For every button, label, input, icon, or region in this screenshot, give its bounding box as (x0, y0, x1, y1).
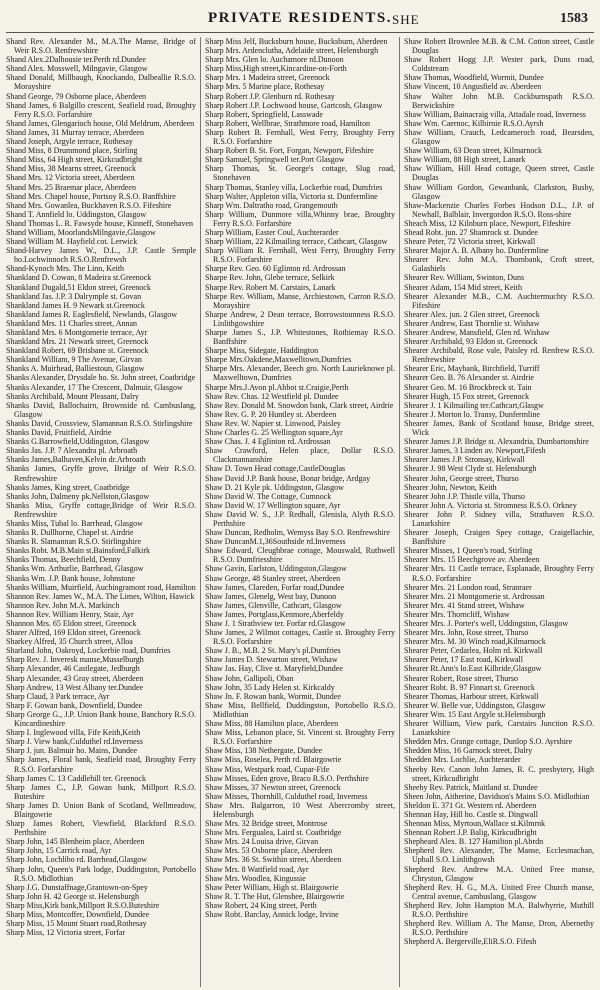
resident-entry: Shearer Mrs. 11 Castle terrace, Esplanade, Broughty Ferry R.S.O. Forfarshire (404, 564, 594, 583)
resident-entry: Shanks Alexander, 17 The Crescent, Dalmuir, Glasgow (6, 382, 183, 392)
resident-entry: Shaw James, 2 Wilmot cottages, Castle st. Broughty Ferry R.S.O. Forfarshire (205, 628, 395, 647)
resident-entry: Shedden Mrs. Grange cottage, Dunlop S.O. Ayrshire (404, 737, 573, 747)
resident-entry: Shearer Misses, 1 Queen's road, Stirling (404, 546, 533, 556)
resident-entry: Shankland William, 9 The Avenue, Girvan (6, 355, 142, 365)
resident-entry: Shand James, Glengarioch house, Old Meldrum, Aberdeen (6, 118, 195, 128)
resident-entry: Shearer Mrs. 15 Beechgrove av. Aberdeen (404, 555, 540, 565)
resident-entry: Shearer Alex. jun. 2 Glen street, Greenock (404, 309, 540, 319)
resident-entry: Shanks Jas. J.P. 7 Alexandra pl. Arbroath (6, 446, 138, 456)
resident-entry: Sharp John, 15 Carrick road, Ayr (6, 846, 112, 856)
resident-entry: Shearer Eric, Maybank, Birchfield, Turriff (404, 364, 540, 374)
resident-entry: Sharp Miss, 12 Victoria street, Forfar (6, 928, 126, 938)
resident-entry: Shanks James,Balhaven,Kelvin dr.Arbroath (6, 455, 146, 465)
resident-entry: Shand Miss, 64 High street, Kirkcudbright (6, 155, 143, 165)
resident-entry: Shanks R. Slamannan R.S.O. Stirlingshire (6, 537, 142, 547)
resident-entry: Sharp Robert J.P. Lochwood house, Gartcosh, Glasgow (205, 100, 383, 110)
resident-entry: Shepherd Rev. H. G., M.A. United Free Church manse, Central avenue, Cambuslang, Glasgow (404, 882, 594, 901)
resident-entry: Shearer Wm. 15 East Argyle st.Helensburgh (404, 709, 546, 719)
resident-entry: Shankland James H. 9 Newark st.Greenock (6, 300, 145, 310)
resident-entry: Shaw Robt. Barclay, Annick lodge, Irvine (205, 910, 339, 919)
resident-entry: Shand T. Annfield lo. Uddingston, Glasgow (6, 209, 147, 219)
resident-entry: Sharp James, Floral bank, Seafield road, Broughty Ferry R.S.O. Forfarshire (6, 755, 196, 774)
resident-entry: Sharp Robert, Wellbrae, Strathmore road, Hamilton (205, 118, 370, 128)
resident-entry: Sharp James C. 13 Caddlehill ter. Greenock (6, 773, 146, 783)
resident-entry: Sharp J. jun. Balmuir ho. Mains, Dundee (6, 746, 138, 756)
resident-entry: Sharp J.G. Dunstaffnage,Grantown-on-Spey (6, 882, 148, 892)
resident-entry: Sharp William, Easter Coul, Auchterarder (205, 227, 339, 237)
resident-entry: Shaw David W. 17 Wellington square, Ayr (205, 500, 341, 510)
resident-entry: Shearer Geo. B. 76 Alexander st. Airdrie (404, 373, 534, 383)
resident-entry: Shaw James, Clareden, Forfar road,Dundee (205, 582, 345, 592)
resident-entry: Shennan Miss, Myrtoun,Wallace st.Kilmrnk (404, 819, 546, 829)
resident-entry: Shearer Mrs. 41 Stand street, Wishaw (404, 600, 525, 610)
resident-entry: Shaw David J.P. Bank house, Bonar bridge, Ardgay (205, 473, 371, 483)
resident-entry: Shaw-Mackenzie Charles Forbes Hodson D.L., J.P. of Newhall, Balblair, Invergordon R.S.O. Ross-shire (404, 200, 594, 219)
resident-entry: Shaw James, Glenville, Cathcart, Glasgow (205, 600, 342, 610)
resident-entry: Sharpe Mrs.Oakdene,Maxwelltown,Dumfries (205, 355, 352, 365)
resident-entry: Shaw James D. Stewarton street, Wishaw (205, 655, 338, 665)
resident-entry: Shaw Miss, Roselea, Perth rd. Blairgowrie (205, 755, 342, 765)
resident-entry: Shaw Gavin, Earlston, Uddingston,Glasgow (205, 564, 347, 574)
resident-entry: Shand Donald, Millbaugh, Knockando, Dalbeallie R.S.O. Morayshire (6, 73, 196, 92)
resident-entry: Shand William M. Hayfield cot. Lerwick (6, 237, 138, 247)
resident-entry: Shearer Archibald, 93 Eldon st. Greenock (404, 337, 538, 347)
resident-entry: Shannon Mrs. 65 Eldon street, Greenock (6, 619, 137, 628)
resident-entry: Shaw Misses, Thornhill, Culduthel road, Inverness (205, 791, 368, 801)
resident-entry: Shaw Wm. Caernoc, Kilbirnie R.S.O.Ayrsh (404, 118, 544, 128)
resident-entry: Shearer Rt.Ann's lo.East Kilbride,Glasgow (404, 664, 542, 674)
resident-entry: Shearer Rev. John M.A. Thornbank, Croft street, Galashiels (404, 255, 594, 274)
resident-entry: Shanks David, Ballochairn, Brownside rd. Cambuslang, Glasgow (6, 400, 196, 419)
resident-entry: Shaw James, Portglass,Kenmore,Aberfeldy (205, 609, 344, 619)
resident-entry: Sharp Thomas, Stanley villa, Lockerbie road, Dumfries (205, 182, 383, 192)
resident-entry: Shearer John A. Victoria st. Stromness R.S.O. Orkney (404, 500, 577, 510)
resident-entry: Sheeby Rev. Canon John James, R. C. presbytery, High street, Kirkcudbright (404, 764, 594, 783)
resident-entry: Shearer Robt. B. 97 Finnart st. Greenock (404, 682, 535, 692)
resident-entry: Shand James, 6 Balgillo crescent, Seafield road, Broughty Ferry R.S.O. Forfarshire (6, 100, 196, 119)
resident-entry: Shand Mrs. 12 Victoria street, Aberdeen (6, 173, 135, 183)
resident-entry: Shaw Robert Hogg J.P. Wester park, Duns road, Coldstream (404, 55, 594, 74)
resident-entry: Shearer Peter, 17 East road, Kirkwall (404, 655, 523, 665)
resident-entry: Shaw Robert Brownlee M.B. & C.M. Cotton street, Castle Douglas (404, 37, 594, 56)
resident-entry: Shaw Jn. F. Rowan bank, Wormit, Dundee (205, 691, 341, 701)
page-header (6, 6, 594, 33)
resident-entry: Shearer Rev. William, Swinton, Duns (404, 273, 525, 283)
resident-entry: Sharpe Andrew, 2 Dean terrace, Borrowstounness R.S.O. Linlithgowshire (205, 309, 395, 328)
resident-entry: Shedden Miss, 16 Garnock street, Dalry (404, 746, 533, 756)
resident-entry: Shanks William, Muirfield, Auchingramont road, Hamilton (6, 582, 196, 592)
column-divider (399, 37, 400, 987)
resident-entry: Shearer Archibald, Rose vale, Paisley rd. Renfrew R.S.O. Renfrewshire (404, 346, 594, 365)
resident-entry: Sharp Robert J.P. Glenburn rd. Rothesay (205, 91, 335, 101)
resident-entry: Shanks Archibald, Mount Pleasant, Dalry (6, 391, 139, 401)
resident-entry: Shaw Walter John M.B. Cockburnspath R.S.O. Berwickshire (404, 91, 594, 110)
resident-entry: Shearer Joseph, Craigen Spey cottage, Craigellachie, Banffshire (404, 528, 594, 547)
resident-entry: Sharp Miss Jelf, Bucksburn house, Bucksburn, Aberdeen (205, 37, 388, 46)
resident-entry: Shaw Mrs. Fergualea, Laird st. Coatbridge (205, 828, 342, 838)
resident-entry: Sharp Wm. Daltratho road, Grangemouth (205, 200, 338, 210)
resident-entry: Shaw David W. S., J.P. Redhall, Glenisla, Alyth R.S.O. Perthshire (205, 509, 395, 528)
resident-entry: Shearer James J.P. Stronsay, Kirkwall (404, 455, 525, 465)
resident-entry: Shaw Duncan, Redholm, Wemyss Bay S.O. Renfrewshire (205, 528, 390, 538)
resident-entry: Shearer Thomas, Harbour street, Kirkwall (404, 691, 539, 701)
resident-entry: Shaw J. B., M.B. 2 St. Mary's pl.Dumfries (205, 646, 341, 656)
resident-entry: Shand Thomas L. R. Fawsyde house, Kinneff, Stonehaven (6, 218, 194, 228)
resident-entry: Sharp Miss,High street,Kincardine-on-Forth (205, 64, 347, 74)
resident-entry: Sharkey Alfred, 35 Church street, Alloa (6, 637, 133, 647)
resident-entry: Shaw William Gordon, Gewanbank, Clarkston, Busby, Glasgow (404, 182, 594, 201)
resident-entry: Shannon Rev. James W., M.A. The Limes, Wilton, Hawick (6, 591, 195, 601)
resident-entry: Shaw Misses, 37 Newton street, Greenock (205, 782, 341, 792)
resident-entry: Shand Mrs. Chapel house, Portsoy R.S.O. Banffshire (6, 191, 176, 201)
resident-entry: Shanks James, Gryffe grove, Bridge of Weir R.S.O. Renfrewshire (6, 464, 196, 483)
page-number: 1583 (560, 11, 588, 26)
directory-columns (6, 37, 594, 987)
resident-entry: Shaw Charles G. 25 Wellington square,Ayr (205, 428, 343, 438)
resident-entry: Shaw Mrs. 32 Bridge street, Montrose (205, 819, 328, 829)
resident-entry: Shaw John, Gallipoli, Oban (205, 673, 294, 683)
resident-entry: Sharp John, Lochlibo rd. Barrhead,Glasgow (6, 855, 148, 865)
resident-entry: Sharp Robert B. St. Fort, Forgan, Newport, Fifeshire (205, 146, 374, 156)
directory-column-2 (205, 37, 395, 987)
resident-entry: Sharp James C., J.P. Gowan bank, Millport R.S.O. Buteshire (6, 782, 196, 801)
resident-entry: Shaw Mrs. Balgarron, 10 West Abercromby street, Helensburgh (205, 800, 395, 819)
resident-entry: Shearer Major A. B. Albany ho. Dunfermline (404, 246, 549, 256)
resident-entry: Shaw James, Glenelg, West bay, Dunoon (205, 591, 337, 601)
resident-entry: Sharpe Miss, Sidegate, Haddington (205, 346, 319, 356)
resident-entry: Shaw William, Hill Head cottage, Queen street, Castle Douglas (404, 164, 594, 183)
resident-entry: Shaw Miss, 138 Nethergate, Dundee (205, 746, 323, 756)
resident-entry: Shand Miss, 8 Drummond place, Stirling (6, 146, 138, 156)
resident-entry: Shearer William, View park, Carstairs Junction R.S.O. Lanarkshire (404, 719, 594, 738)
resident-entry: Shankland Jas. J.P. 3 Dalrymple st. Govan (6, 291, 142, 301)
resident-entry: Sharp James Robert, Viewfield, Blackford R.S.O. Perthshire (6, 819, 196, 838)
resident-entry: Shanks G.Barrowfield,Uddingston, Glasgow (6, 437, 150, 447)
resident-entry: Shaw D. Town Head cottage,CastleDouglas (205, 464, 346, 474)
resident-entry: Shearer John P. Sidney villa, Strathaven R.S.O. Lanarkshire (404, 509, 594, 528)
resident-entry: Sharpe James S., J.P. Whitestones, Rothiemay R.S.O. Banffshire (205, 328, 395, 347)
resident-entry: Sharp Miss, 15 Mount Stuart road,Rothesay (6, 919, 147, 929)
resident-entry: Shearer J. 1 Kilmailing ter.Cathcart,Glasgw (404, 400, 544, 410)
resident-entry: Shennan Hay, Hill ho. Castle st. Dingwall (404, 809, 538, 819)
resident-entry: Shearer Andrew, Mansfield, Glen rd. Wishaw (404, 328, 550, 337)
resident-entry: Shanks R. Dullhorne, Chapel st. Airdrie (6, 528, 134, 538)
column-divider (200, 37, 201, 987)
resident-entry: Shearer Mrs. Thorncliff, Wishaw (404, 609, 510, 619)
resident-entry: Shand George, 79 Osborne place, Aberdeen (6, 91, 147, 101)
resident-entry: Sharpe Mrs.J.Avon pl.Abbot st.Craigie,Perth (205, 382, 349, 392)
resident-entry: Shaw William, 63 Dean street, Kilmarnock (404, 146, 542, 156)
resident-entry: Shanks A. Muirhead, Balliestoun, Glasgow (6, 364, 145, 374)
resident-entry: Shaw George, 48 Stanley street, Aberdeen (205, 573, 341, 583)
resident-entry: Sharp James D. Union Bank of Scotland, Wellmeadow, Blairgowrie (6, 800, 196, 819)
resident-entry: Shearer John J.P. Thistle villa, Thurso (404, 491, 526, 501)
resident-entry: Shanks Robt. M.B.Main st.Bainsford,Falkirk (6, 546, 151, 556)
resident-entry: Sharp Andrew, 13 West Albany ter.Dundee (6, 682, 144, 692)
resident-entry: Shankland James R. Eaglesfield, Newlands, Glasgow (6, 309, 178, 319)
resident-entry: Sharpe Rev. Robert M. Carstairs, Lanark (205, 282, 336, 292)
resident-entry: Shaw Mrs. Woodlea, Kingussie (205, 873, 306, 883)
resident-entry: Sharp Rev. J. Inveresk manse,Musselburgh (6, 655, 144, 665)
resident-entry: Sharland John, Oakroyd, Lockerbie road, Dumfries (6, 646, 171, 656)
resident-entry: Shearer J. Morton lo. Transy, Dunfermline (404, 409, 540, 419)
resident-entry: Sharp Miss,Kirk bank,Millport R.S.O.Buteshire (6, 900, 160, 910)
resident-entry: Shearer Adam, 154 Mid street, Keith (404, 282, 522, 292)
resident-entry: Shaw DuncanM.1,36Southside rd.Inverness (205, 537, 346, 547)
resident-entry: Shaw Miss, Bellfield, Duddingston, Portobello R.S.O. Midlothian (205, 700, 395, 719)
resident-entry: Shaw William, Bainacraig villa, Attadale road, Inverness (404, 109, 586, 119)
resident-entry: Shearer Hugh, 15 Fox street, Greenock (404, 391, 530, 401)
resident-entry: Sharp Mrs. Glen lo. Auchamore rd.Dunoon (205, 55, 344, 65)
resident-entry: Sharp Mrs. 5 Marine place, Rothesay (205, 82, 325, 92)
resident-entry: Shearer James J.P. Bridge st. Alexandria, Dumbartonshire (404, 437, 589, 447)
resident-entry: Shankland Robert, 69 Brisbane st. Greenock (6, 346, 149, 356)
resident-entry: Shaw Miss, 88 Hamilton place, Aberdeen (205, 719, 339, 729)
resident-entry: Shearer Andrew, East Thornlie st. Wishaw (404, 318, 540, 328)
resident-entry: Sharp I. Inglewood villa, Fife Keith,Keith (6, 728, 141, 738)
page-title: PRIVATE RESIDENTS. (208, 10, 392, 26)
resident-entry: Shaw Miss, Lebanon place, St. Vincent st. Broughty Ferry R.S.O. Forfarshire (205, 728, 395, 747)
resident-entry: Shand Rev. Alexander M., M.A.The Manse, Bridge of Weir R.S.O. Renfrewshire (6, 37, 196, 56)
resident-entry: Sharp George G., J.P. Union Bank house, Banchory R.S.O. Kincardineshire (6, 709, 196, 729)
resident-entry: Shaw William, 88 High street, Lanark (404, 155, 526, 165)
resident-entry: Shaw Rev. Donald M. Snowdon bank, Clark street, Airdrie (205, 400, 394, 410)
resident-entry: Shaw Chas. J. 4 Eglinton rd. Ardrossan (205, 437, 331, 447)
resident-entry: Sharp Miss, Montcoffer, Downfield, Dundee (6, 910, 150, 919)
resident-entry: Sharp Alexander, 43 Gray street, Aberdeen (6, 673, 144, 683)
resident-entry: Shaw D. 21 Kyle pk. Uddingston, Glasgow (205, 482, 344, 492)
resident-entry: Shaw Miss, Westpark road, Cupar-Fife (205, 764, 330, 774)
resident-entry: Shaw R. T. The Hut, Glenshee, Blairgowrie (205, 891, 345, 901)
resident-entry: Shanks Miss, Gryffe cottage,Bridge of Weir R.S.O. Renfrewshire (6, 500, 196, 519)
resident-entry: Shannon Rev. John M.A. Markinch (6, 600, 120, 610)
resident-entry: Sharp Mrs. 1 Madeira street, Greenock (205, 73, 330, 83)
resident-entry: Shaw Misses, Eden grove, Braco R.S.O. Perthshire (205, 773, 369, 783)
resident-entry: Shand Alex. Mosswell, Milngavie, Glasgow (6, 64, 148, 74)
resident-entry: Shearer John, Newton, Keith (404, 482, 497, 492)
resident-entry: Shedden Mrs. Lochlie, Auchterarder (404, 755, 521, 765)
resident-entry: Shepheard Alex. B. 127 Hamilton pl.Abrdn (404, 837, 544, 847)
resident-entry: Sharp Alexander, 46 Castlegate, Jedburgh (6, 664, 140, 674)
resident-entry: Sharpe Rev. William, Manse, Archiestown, Carron R.S.O. Morayshire (205, 291, 395, 310)
resident-entry: Sheehy Rev. Patrick, Maitland st. Dundee (404, 782, 538, 792)
resident-entry: Shearer James, 3 Linden av. Newport,Fifesh (404, 446, 546, 456)
resident-entry: Shankland D. Cowan, 8 Madeira st.Greenock (6, 273, 152, 283)
resident-entry: Sharp Walter, Appleton villa, Victoria st. Dunfermline (205, 191, 378, 201)
resident-entry: Shearer Mrs. 21 London road, Stranraer (404, 582, 532, 592)
resident-entry: Sharp Mrs. Ardenclutha, Adelaide street, Helensburgh (205, 46, 379, 56)
resident-entry: Shanks David, Fruitfield, Airdrie (6, 428, 112, 438)
resident-entry: Sharp John, 145 Blenheim place, Aberdeen (6, 837, 145, 847)
resident-entry: Shanks Wm. J.P. Bank house, Johnstone (6, 573, 135, 583)
resident-entry: Sharp J. View bank,Culduthel rd.Inverness (6, 737, 143, 747)
resident-entry: Shaw J. 1 Strathview ter. Forfar rd.Glasgow (205, 619, 346, 628)
resident-entry: Shearer John, George street, Thurso (404, 473, 519, 483)
resident-entry: Sharp F. Gowan bank, Downfield, Dundee (6, 700, 143, 710)
resident-entry: Shaw Mrs. 8 Wattfield road, Ayr (205, 864, 309, 874)
resident-entry: Sharp Robert B. Fernhall, West Ferry, Broughty Ferry R.S.O. Forfarshire (205, 127, 395, 147)
resident-entry: Sharpe Rev. Geo. 60 Eglinton rd. Ardrossan (205, 264, 346, 274)
resident-entry: Shanks James, King street, Coatbridge (6, 482, 130, 492)
resident-entry: Shearer James, Bank of Scotland house, Bridge street, Wick (404, 418, 594, 438)
resident-entry: Shanks John, Dalmeny pk.Nellston,Glasgow (6, 491, 150, 501)
resident-entry: Sheare Peter, 72 Victoria street, Kirkwall (404, 237, 536, 247)
resident-entry: Shearer Geo. M. 16 Brockbreck st. Tain (404, 382, 532, 392)
resident-entry: Shaw Vincent, 10 Angusfield av. Aberdeen (404, 82, 542, 92)
resident-entry: Shaw Peter William, High st. Blairgowrie (205, 882, 339, 892)
resident-entry: Shaw Thomas, Woodfield, Wormit, Dundee (404, 73, 544, 83)
resident-entry: Sharp Samuel, Springwell ter.Port Glasgow (205, 155, 345, 165)
resident-entry: Shaw Mrs. 53 Osborne place, Aberdeen (205, 846, 333, 856)
resident-entry: Shanks Thomas, Beechfield, Denny (6, 555, 121, 565)
resident-entry: Sharp Robert, Springfield, Lasswade (205, 109, 323, 119)
resident-entry: Sharp William, 22 Kilmailing terrace, Cathcart, Glasgow (205, 237, 388, 247)
resident-entry: Shaw Mrs. 24 Louisa drive, Girvan (205, 837, 319, 847)
resident-entry: Shand James, 31 Murray terrace, Aberdeen (6, 127, 144, 137)
resident-entry: Sheen John, Aitherine, Davidson's Mains S.O. Midlothian (404, 791, 590, 801)
resident-entry: Shepherd Rev. William A. The Manse, Dron, Abernethy R.S.O. Perthshire (404, 919, 594, 938)
resident-entry: Shand Miss, 38 Mearns street, Greenock (6, 164, 136, 174)
resident-entry: Shearer Alexander M.B., C.M. Auchtermuchty R.S.O. Fifeshire (404, 291, 594, 310)
resident-entry: Shepherd Rev. Andrew M.A. United Free manse, Chryston, Glasgow (404, 864, 594, 883)
resident-entry: Shaw Rev. W. Napier st. Linwood, Paisley (205, 418, 341, 428)
resident-entry: Shand-Harvey James W., D.L., J.P. Castle Semple ho.Lochwinnoch R.S.O.Renfrewsh (6, 246, 196, 265)
resident-entry: Shankland Mrs. 21 Newark street, Greenock (6, 337, 149, 347)
resident-entry: Shanks Alexander, Drysdale ho. St. John street, Coatbridge (6, 373, 196, 383)
resident-entry: Shearer Mrs. J. Porter's well, Uddingston, Glasgow (404, 619, 569, 628)
resident-entry: Sharpe Mrs. Alexander, Beech gro. North Laurieknowe pl. Maxwelltown, Dumfries (205, 364, 395, 383)
resident-entry: Shaw John, 35 Lady Helen st. Kirkcaldy (205, 682, 335, 692)
resident-entry: Shand Mrs. Gowanlea, Buckhaven R.S.O. Fifeshire (6, 200, 172, 210)
resident-entry: Shand-Kynoch Mrs. The Linn, Keith (6, 264, 125, 274)
resident-entry: Shepherd Rev. John Hampton M.A. Balwhyrrie, Muthill R.S.O. Perthshire (404, 900, 594, 919)
resident-entry: Shankland Mrs. 6 Montgomerie terrace, Ayr (6, 328, 148, 337)
resident-entry: Shearer Mrs. 21 Montgomerie st. Ardrossan (404, 591, 545, 601)
resident-entry: Shanks Miss, Tubal lo. Barrhead, Glasgow (6, 518, 143, 528)
resident-entry: Shead Robt. jun. 27 Shamrock st. Dundee (404, 227, 538, 237)
resident-entry: Shaw Robert, 24 King street, Perth (205, 900, 317, 910)
resident-entry: Shaw Jas. Hay, Clive st. Maryfield,Dundee (205, 664, 343, 674)
resident-entry: Shearer W. Belle vue, Uddingston, Glasgow (404, 700, 546, 710)
resident-entry: Sharp William R. Fernhall, West Ferry, Broughty Ferry R.S.O. Forfarshire (205, 246, 395, 265)
resident-entry: Shearer Robert, Rose street, Thurso (404, 673, 519, 683)
directory-column-1 (6, 37, 196, 987)
resident-entry: Shand Mrs. 25 Braemar place, Aberdeen (6, 182, 136, 192)
resident-entry: Shepherd A. Bergerville,EliR.S.O. Fifesh (404, 937, 537, 947)
resident-entry: Sharp Thomas, St. George's cottage, Slug road, Stonehaven (205, 164, 395, 183)
resident-entry: Shankland Mrs. 11 Charles street, Annan (6, 318, 138, 328)
resident-entry: Sharp John, Queen's Park lodge, Duddingston, Portobello R.S.O. Midlothian (6, 864, 196, 883)
resident-entry: Shaw Edward, Cleughbrae cottage, Mouswald, Ruthwell R.S.O. Dumfriesshire (205, 546, 395, 565)
resident-entry: Sharp William, Dunmore villa,Whinny brae, Broughty Ferry R.S.O. Forfarshire (205, 209, 395, 228)
resident-entry: Shearer Peter, Cedarlea, Holm rd. Kirkwall (404, 646, 543, 656)
resident-entry: Shaw Rev. G. P. 20 Huntley st. Aberdeen (205, 409, 337, 419)
resident-entry: Sheldon E. 371 Gt. Western rd. Aberdeen (404, 800, 537, 810)
resident-entry: Sharpe Rev. John, Glebe terrace, Selkirk (205, 273, 335, 283)
resident-entry: Shearer J. 98 West Clyde st. Helensburgh (404, 464, 537, 474)
resident-entry: Shaw William, Crauch, Ledcameroch road, Bearsden, Glasgow (404, 127, 594, 147)
resident-entry: Shennan Robert J.P. Balig, Kirkcudbright (404, 828, 537, 838)
resident-entry: Shaw Rev. Chas. 12 Westfield pl. Dundee (205, 391, 339, 401)
resident-entry: Shepherd Rev. Alexander, The Manse, Ecclesmachan, Uphall S.O. Linlithgowsh (404, 846, 594, 865)
resident-entry: Sheach Miss, 12 Kilnburn place, Newport, Fifeshire (404, 218, 571, 228)
resident-entry: Shaw David W. The Cottage, Cumnock (205, 491, 332, 501)
resident-entry: Shand Alex.2Dalhousie ter.Perth rd.Dundee (6, 55, 146, 65)
resident-entry: Shearer Mrs. John, Rose street, Thurso (404, 628, 529, 638)
resident-entry: Shaw Mrs. 36 St. Swithin street, Aberdeen (205, 855, 342, 865)
resident-entry: Shearer Mrs. M. 30 Winch road,Kilmarnock (404, 637, 546, 647)
resident-entry: Sharp John H. 42 George st. Helensburgh (6, 891, 140, 901)
resident-entry: Shand Joseph, Argyle terrace, Rothesay (6, 137, 133, 147)
resident-entry: Shand William, MoorlandsMilngavie,Glasgow (6, 227, 156, 237)
resident-entry: Shannon Rev. William Henry, Stair, Ayr (6, 609, 134, 619)
resident-entry: Shankland Dugald,51 Eldon street, Greenock (6, 282, 151, 292)
resident-entry: Shaw Crawford, Helen place, Dollar R.S.O. Clackmannanshire (205, 446, 395, 465)
directory-column-3 (404, 37, 594, 987)
resident-entry: Shanks Wm. Arthurlie, Barrhead, Glasgow (6, 564, 144, 574)
resident-entry: Shanks David, Crossview, Slamannan R.S.O. Stirlingshire (6, 418, 193, 428)
resident-entry: Sharer Alfred, 169 Eldon street, Greenock (6, 628, 141, 638)
resident-entry: Sharp Claud, 3 Park terrace, Ayr (6, 691, 110, 701)
running-head-abbreviation: SHE (392, 12, 420, 27)
